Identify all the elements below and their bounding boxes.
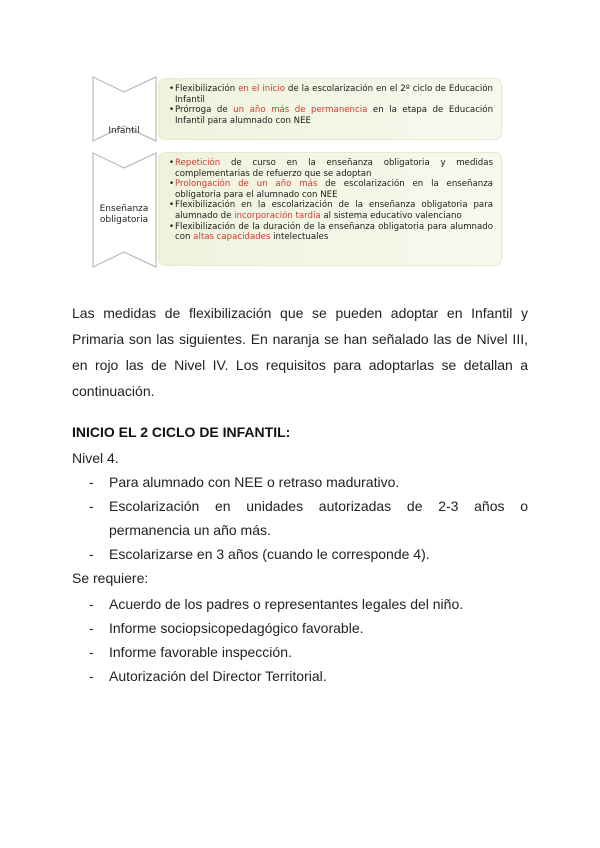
list-item (72, 616, 528, 640)
highlighted-text: en el inicio (238, 84, 285, 94)
section-heading: INICIO EL 2 CICLO DE INFANTIL: (72, 424, 291, 440)
measures-diagram (92, 76, 502, 268)
measure-text: de curso en la enseñanza obligatoria y medidas complementarias de refuerzo que se adoptan (175, 158, 493, 179)
infantil-measures-list (169, 84, 493, 126)
highlighted-text: incorporación tardía (234, 210, 321, 221)
intro-paragraph: Las medidas de flexibilización que se pueden adoptar en Infantil y Primaria son las siguientes. En naranja se han señalado las de Nivel III, en rojo las de Nivel IV. Los requisitos para adoptarlas se detallan a continuación. (72, 305, 528, 399)
measure-item (169, 200, 493, 221)
measure-item (169, 84, 493, 105)
level-items-list (72, 470, 528, 566)
measure-text: de la escolarización en el 2º ciclo de Educación Infantil (175, 84, 493, 105)
measure-text: al sistema educativo valenciano (320, 210, 462, 221)
measure-text: Flexibilización de la duración de la enseñanza obligatoria para alumnado con (175, 221, 493, 243)
list-item (72, 542, 528, 566)
list-item (72, 592, 528, 616)
list-item (72, 664, 528, 688)
dash-marker: - (89, 620, 94, 636)
list-item (72, 494, 528, 542)
measure-item (169, 158, 493, 179)
level-label: Nivel 4. (72, 450, 119, 466)
measure-text: Flexibilización (175, 84, 239, 94)
list-item (72, 470, 528, 494)
row-label-obligatoria: Enseñanza obligatoria (99, 204, 149, 225)
obligatoria-measures-list (169, 158, 493, 243)
list-item (72, 640, 528, 664)
measure-text: Flexibilización en la escolarización de la enseñanza obligatoria para alumnado de (175, 200, 493, 221)
requirements-list (72, 592, 528, 688)
measure-item (169, 222, 493, 243)
list-item-text: Escolarizarse en 3 años (cuando le corresponde 4). (109, 546, 430, 562)
infantil-measures-box (158, 78, 502, 140)
measure-text: de escolarización en la enseñanza obligatoria para el alumnado con NEE (175, 179, 493, 200)
row-label-infantil: Infantil (108, 126, 140, 136)
measure-text: Prórroga de (175, 105, 234, 116)
list-item-text: Informe sociopsicopedagógico favorable. (109, 620, 364, 636)
dash-marker: - (89, 668, 94, 684)
chevron-infantil (92, 76, 158, 142)
list-item-text: Informe favorable inspección. (109, 644, 292, 660)
measure-item (169, 179, 493, 200)
highlighted-text: Prolongación de un año más (175, 179, 318, 190)
measure-text: en la etapa de Educación Infantil para alumnado con NEE (175, 105, 494, 126)
highlighted-text: Repetición (175, 158, 221, 168)
list-item-text: Autorización del Director Territorial. (109, 668, 327, 684)
dash-marker: - (89, 498, 94, 514)
obligatoria-measures-box (158, 152, 502, 266)
list-item-text: Acuerdo de los padres o representantes legales del niño. (109, 596, 464, 612)
measure-item (169, 105, 493, 126)
dash-marker: - (89, 474, 94, 490)
dash-marker: - (89, 644, 94, 660)
list-item-text: Para alumnado con NEE o retraso madurativo. (109, 474, 400, 490)
list-item-text: Escolarización en unidades autorizadas de 2-3 años o permanencia un año más. (109, 498, 528, 538)
highlighted-text: altas capacidades (193, 232, 271, 243)
chevron-obligatoria (92, 152, 158, 268)
measure-text: intelectuales (270, 232, 329, 243)
dash-marker: - (89, 546, 94, 562)
highlighted-text: un año más de permanencia (233, 105, 368, 116)
dash-marker: - (89, 596, 94, 612)
requirements-label: Se requiere: (72, 570, 149, 586)
